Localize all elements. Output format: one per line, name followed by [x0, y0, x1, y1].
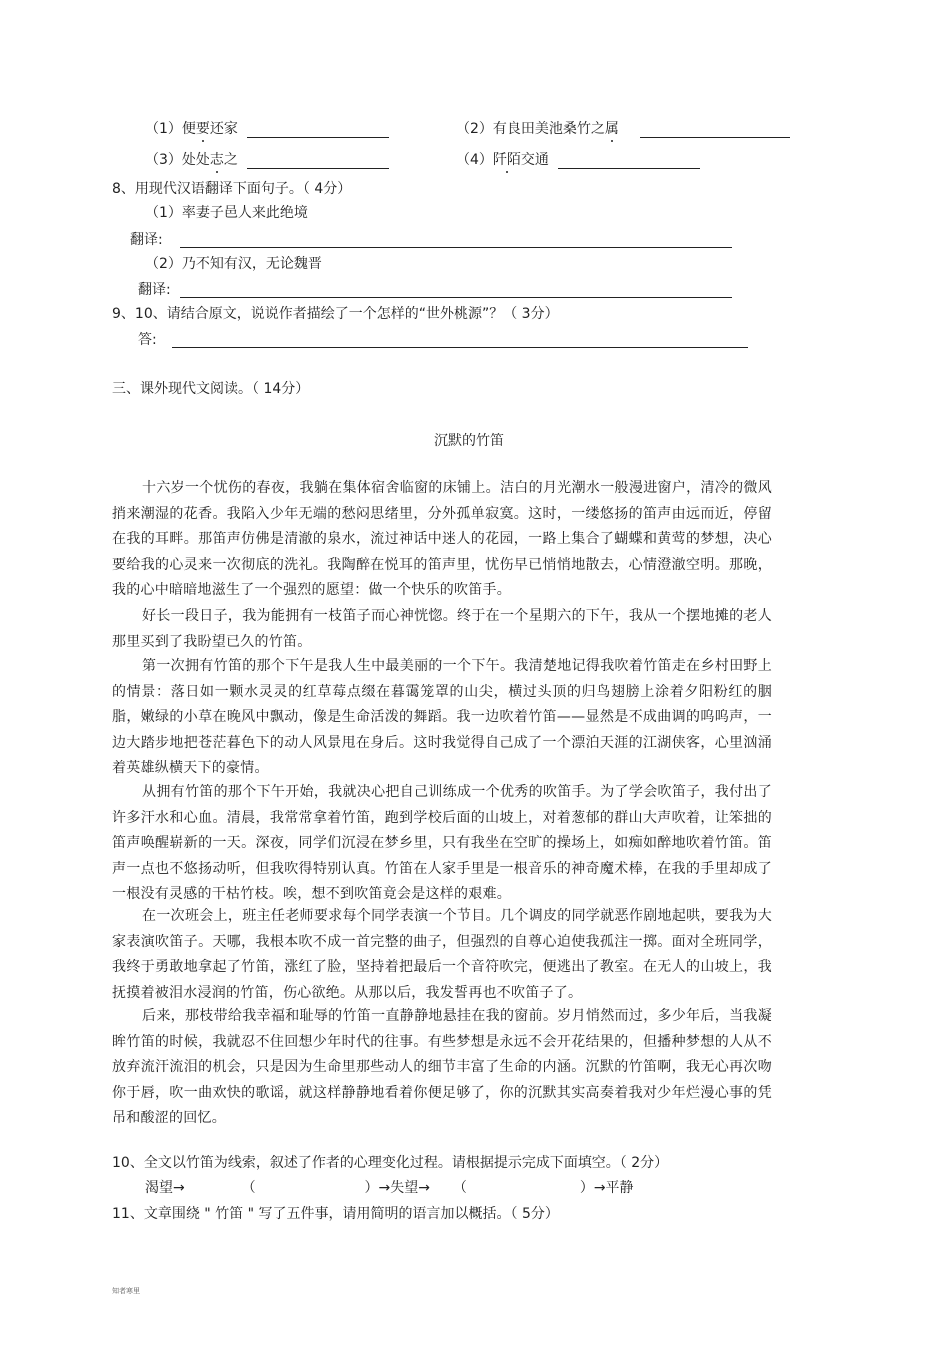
answer-line-vocab-1[interactable] — [247, 137, 389, 138]
article-paragraph-4: 从拥有竹笛的那个下午开始，我就决心把自己训练成一个优秀的吹笛手。为了学会吹笛子，我付出了许多汗水和心血。清晨，我常常拿着竹笛，跑到学校后面的山坡上，对着葱郁的群山大声吹着，让笨拙的笛声唤醒崭新的一天。深夜，同学们沉浸在梦乡里，只有我坐在空旷的操场上，如痴如醉地吹着竹笛。笛声一点也不悠扬动听，但我吹得特别认真。竹笛在人家手里是一根音乐的神奇魔术棒，在我的手里却成了一根没有灵感的干枯竹枝。唉，想不到吹笛竟会是这样的艰难。 — [112, 784, 772, 902]
translation-label-2: 翻译: — [138, 282, 171, 298]
translation-label-1: 翻译: — [130, 232, 163, 248]
question-8-sentence-2: （2）乃不知有汉，无论魏晋 — [145, 256, 322, 272]
section-3-heading: 三、课外现代文阅读。（ 14分） — [112, 381, 310, 397]
answer-line-vocab-4[interactable] — [558, 168, 700, 169]
page-footer: 知者寒里 — [112, 1287, 140, 1295]
question-8-sentence-1: （1）率妻子邑人来此绝境 — [145, 205, 308, 221]
vocab-item-1-text: （1）便要还家 — [145, 121, 238, 137]
question-10-blanks — [145, 1178, 634, 1198]
vocab-item-3-text: （3）处处志之 — [145, 152, 238, 168]
question-8-heading: 8、用现代汉语翻译下面句子。（ 4分） — [112, 181, 352, 197]
blank-2-open: （ — [452, 1180, 467, 1196]
article-paragraph-5: 在一次班会上，班主任老师要求每个同学表演一个节目。几个调皮的同学就恶作剧地起哄，要我为大家表演吹笛子。天哪，我根本吹不成一首完整的曲子，但强烈的自尊心迫使我孤注一掷。面对全班同学，我终于勇敢地拿起了竹笛，涨红了脸，坚持着把最后一个音符吹完，便逃出了教室。在无人的山坡上，我抚摸着被泪水浸润的竹笛，伤心欲绝。从那以后，我发誓再也不吹笛子了。 — [112, 908, 772, 1001]
article-paragraph-3: 第一次拥有竹笛的那个下午是我人生中最美丽的一个下午。我清楚地记得我吹着竹笛走在乡村田野上的情景：落日如一颗水灵灵的红草莓点缀在暮霭笼罩的山尖，横过头顶的归鸟翅膀上涂着夕阳粉红的胭脂，嫩绿的小草在晚风中飘动，像是生命活泼的舞蹈。我一边吹着竹笛——显然是不成曲调的呜呜声，一边大踏步地把苍茫暮色下的动人风景甩在身后。这时我觉得自己成了一个漂泊天涯的江湖侠客，心里汹涌着英雄纵横天下的豪情。 — [112, 658, 772, 776]
vocab-item-2-text: （2）有良田美池桑竹之属 — [456, 121, 619, 137]
blank-1-open: （ — [241, 1180, 256, 1196]
answer-line-translation-1[interactable] — [180, 247, 732, 248]
question-9-heading: 9、10、请结合原文，说说作者描绘了一个怎样的“世外桃源”？（ 3分） — [112, 306, 559, 322]
article-paragraph-1: 十六岁一个忧伤的春夜，我躺在集体宿舍临窗的床铺上。洁白的月光潮水一般漫进窗户，清冷的微风捎来潮湿的花香。我陷入少年无端的愁闷思绪里，分外孤单寂寞。这时，一缕悠扬的笛声由远而近，停留在我的耳畔。那笛声仿佛是清澈的泉水，流过神话中迷人的花园，一路上集合了蝴蝶和黄莺的梦想，决心要给我的心灵来一次彻底的洗礼。我陶醉在悦耳的笛声里，忧伤早已悄悄地散去，心情澄澈空明。那晚，我的心中暗暗地滋生了一个强烈的愿望：做一个快乐的吹笛手。 — [112, 480, 772, 598]
article-paragraph-2: 好长一段日子，我为能拥有一枝笛子而心神恍惚。终于在一个星期六的下午，我从一个摆地摊的老人那里买到了我盼望已久的竹笛。 — [112, 608, 772, 650]
vocab-item-4-text: （4）阡陌交通 — [456, 152, 549, 168]
vocab-item-2 — [456, 119, 619, 139]
blank-2-close: ）→平静 — [579, 1180, 634, 1196]
vocab-item-3 — [145, 150, 238, 170]
answer-line-question-9[interactable] — [172, 347, 748, 348]
emotion-start: 渴望→ — [145, 1180, 185, 1196]
answer-line-translation-2[interactable] — [180, 297, 732, 298]
vocab-item-4 — [456, 150, 549, 170]
question-10-heading: 10、全文以竹笛为线索，叙述了作者的心理变化过程。请根据提示完成下面填空。（ 2分） — [112, 1155, 669, 1171]
question-11-heading: 11、文章围绕 " 竹笛 " 写了五件事，请用简明的语言加以概括。（ 5分） — [112, 1206, 559, 1222]
article-title: 沉默的竹笛 — [434, 433, 504, 449]
blank-1-close: ）→失望→ — [364, 1180, 431, 1196]
article-paragraph-6: 后来，那枝带给我幸福和耻辱的竹笛一直静静地悬挂在我的窗前。岁月悄然而过，多少年后，当我凝眸竹笛的时候，我就忍不住回想少年时代的往事。有些梦想是永远不会开花结果的，但播种梦想的人从不放弃流汗流泪的机会，只是因为生命里那些动人的细节丰富了生命的内涵。沉默的竹笛啊，我无心再次吻你于唇，吹一曲欢快的歌谣，就这样静静地看着你便足够了，你的沉默其实高奏着我对少年烂漫心事的凭吊和酸涩的回忆。 — [112, 1008, 772, 1126]
vocab-item-1 — [145, 119, 238, 139]
answer-line-vocab-2[interactable] — [640, 137, 790, 138]
answer-label: 答: — [138, 332, 157, 348]
answer-line-vocab-3[interactable] — [247, 168, 389, 169]
